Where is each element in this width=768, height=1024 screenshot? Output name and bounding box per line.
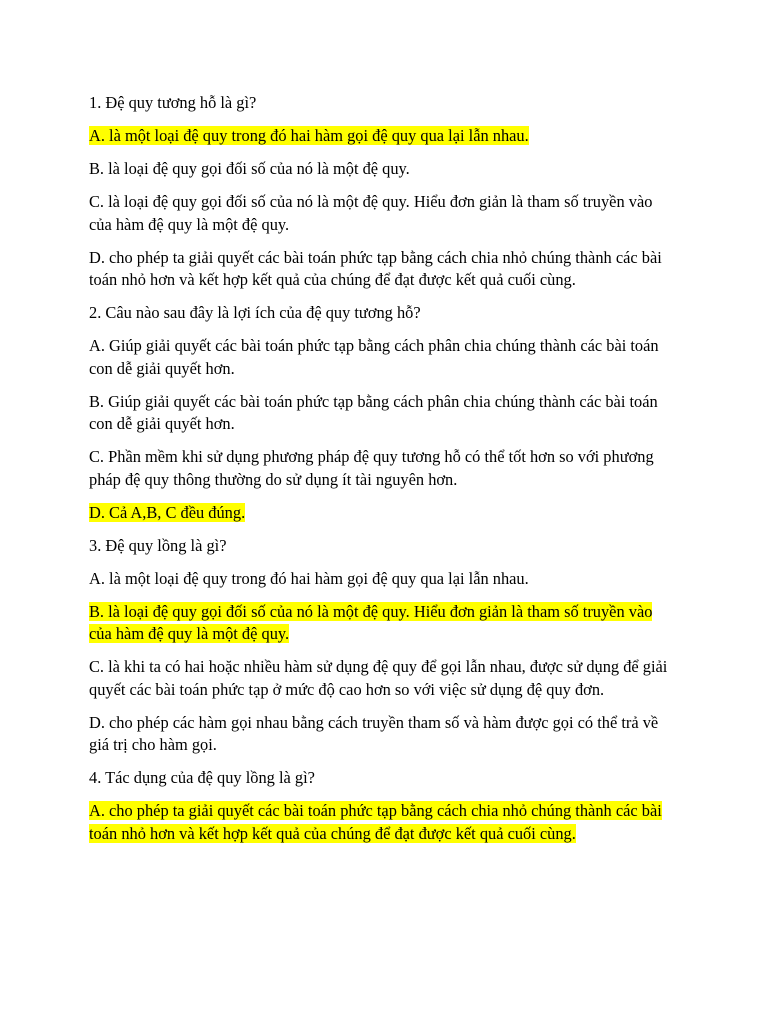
- question-3-option-a: A. là một loại đệ quy trong đó hai hàm gọi đệ quy qua lại lẫn nhau.: [89, 568, 529, 588]
- question-2-option-d: [89, 502, 679, 525]
- question-1-option-a: [89, 125, 679, 148]
- question-2-option-a: A. Giúp giải quyết các bài toán phức tạp bằng cách phân chia chúng thành các bài toán con dễ giải quyết hơn.: [89, 336, 659, 378]
- question-3-option-d: D. cho phép các hàm gọi nhau bằng cách truyền tham số và hàm được gọi có thể trả về giá trị cho hàm gọi.: [89, 712, 659, 754]
- question-3-option-b: [89, 601, 679, 646]
- highlighted-answer: D. Cả A,B, C đều đúng.: [89, 502, 246, 522]
- question-2-option-b: B. Giúp giải quyết các bài toán phức tạp bằng cách phân chia chúng thành các bài toán con dễ giải quyết hơn.: [89, 391, 658, 433]
- question-1-option-b: B. là loại đệ quy gọi đối số của nó là một đệ quy.: [89, 159, 410, 178]
- question-1-title: 1. Đệ quy tương hỗ là gì?: [89, 93, 257, 112]
- question-2-option-c: C. Phần mềm khi sử dụng phương pháp đệ quy tương hỗ có thể tốt hơn so với phương pháp đệ quy thông thường do sử dụng ít tài nguyên hơn.: [89, 447, 654, 489]
- question-1-option-d: D. cho phép ta giải quyết các bài toán phức tạp bằng cách chia nhỏ chúng thành các bài toán nhỏ hơn và kết hợp kết quả của chúng để đạt được kết quả cuối cùng.: [89, 247, 662, 289]
- question-3-option-c: C. là khi ta có hai hoặc nhiều hàm sử dụng đệ quy để gọi lẫn nhau, được sử dụng để giải quyết các bài toán phức tạp ở mức độ cao hơn so với việc sử dụng đệ quy đơn.: [89, 657, 668, 699]
- question-3-title: 3. Đệ quy lồng là gì?: [89, 535, 227, 555]
- document-body: [89, 92, 679, 856]
- question-4-title: 4. Tác dụng của đệ quy lồng là gì?: [89, 768, 315, 787]
- question-4-option-a: [89, 800, 679, 845]
- question-1-option-c: C. là loại đệ quy gọi đối số của nó là một đệ quy. Hiểu đơn giản là tham số truyền vào của hàm đệ quy là một đệ quy.: [89, 192, 653, 234]
- highlighted-answer: B. là loại đệ quy gọi đối số của nó là một đệ quy. Hiểu đơn giản là tham số truyền vào của hàm đệ quy là một đệ quy.: [89, 601, 653, 643]
- highlighted-answer: A. cho phép ta giải quyết các bài toán phức tạp bằng cách chia nhỏ chúng thành các bài toán nhỏ hơn và kết hợp kết quả của chúng để đạt được kết quả cuối cùng.: [89, 801, 662, 843]
- highlighted-answer: A. là một loại đệ quy trong đó hai hàm gọi đệ quy qua lại lẫn nhau.: [89, 126, 529, 145]
- question-2-title: 2. Câu nào sau đây là lợi ích của đệ quy tương hỗ?: [89, 303, 421, 322]
